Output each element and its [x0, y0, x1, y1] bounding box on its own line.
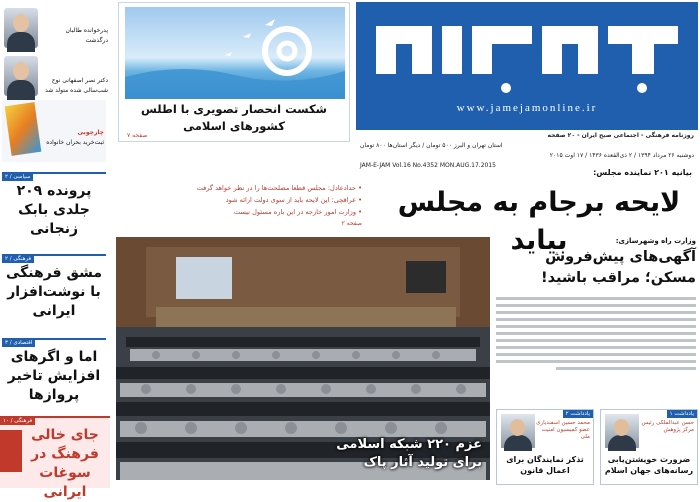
sidebar-story-2[interactable] [2, 254, 106, 334]
author-photo [501, 414, 535, 448]
at-sign-wave-icon [125, 7, 345, 99]
story-title: پرونده ۲۰۹ جلدی بابک زنجانی [16, 183, 92, 237]
story-title: مشق فرهنگی با نوشت‌افزار ایرانی [5, 265, 102, 319]
bookmark-icon [0, 430, 22, 472]
story-tag: اقتصادی / ۳ [2, 339, 35, 347]
sidebar-story-3[interactable] [2, 338, 106, 412]
story-body-text [496, 293, 696, 369]
person-note: شب‌سالی شده متولد شد [45, 87, 108, 94]
person-name: دکتر نصر اصفهانی نوح [51, 77, 108, 84]
bullet-item: • حدادعادل: مجلس قطعا مصلحت‌ها را در نظر خواهد گرفت [196, 184, 362, 192]
headline-kicker: بیانیه ۲۰۱ نماینده مجلس: [593, 168, 692, 177]
opinion-card-2[interactable] [496, 409, 594, 485]
story-title: جای خالی فرهنگ در سوغات ایرانی [31, 427, 99, 500]
opinion-card-1[interactable] [600, 409, 698, 485]
bullet-item: • عراقچی: این لایحه باید از سوی دولت ارائه شود [225, 196, 362, 204]
author-name: محمد حسین اسفندیاری عضو کمیسیون امنیت ملی [536, 420, 590, 440]
headline-bullets [112, 182, 362, 230]
card-title: ضرورت خویشتن‌یابی رسانه‌های جهان اسلام [604, 455, 694, 475]
card-tag: یادداشت ۱ [667, 410, 697, 418]
author-photo [605, 414, 639, 448]
sidebar-family-box[interactable] [2, 100, 106, 162]
issue-line: JAM-E-JAM Vol.16 No.4352 MON.AUG.17.2015 [360, 162, 496, 169]
avatar [4, 8, 38, 48]
bullets-page: صفحه ۲ [341, 220, 362, 227]
person-name: پدرخوانده طالبان [65, 27, 108, 34]
masthead-info [356, 131, 698, 171]
family-tag: چارچوبی [77, 129, 104, 136]
photo-caption: عزم ۲۲۰ شبکه اسلامی برای تولید آثار پاک [336, 437, 482, 470]
story-title[interactable]: آگهی‌های پیش‌فروش مسکن؛ مراقب باشید! [541, 249, 696, 286]
promo-image [125, 7, 345, 99]
story-title: اما و اگرهای افزایش تاخیر پروازها [7, 349, 101, 403]
left-sidebar [0, 0, 110, 500]
date-line: دوشنبه ۲۶ مرداد ۱۳۹۴ / ۲ ذی‌القعده ۱۴۳۶ / ۱۷ اوت ۲۰۱۵ [549, 152, 694, 159]
jamejam-logo-icon [366, 16, 688, 96]
bullet-item: • وزارت امور خارجه در این باره مسئول نیست [233, 208, 362, 216]
paper-description: روزنامه فرهنگی - اجتماعی صبح ایران - ۲۰ صفحه [547, 132, 694, 139]
promo-page: صفحه ۷ [127, 132, 148, 139]
main-photo[interactable] [116, 237, 490, 480]
right-column [494, 237, 698, 487]
card-title: تذکر نمایندگان برای اعمال قانون [506, 455, 584, 475]
sidebar-person-2[interactable] [0, 54, 110, 98]
author-name: حسن عبدالملکی رئیس مرکز پژوهش [641, 420, 694, 433]
story-tag: سیاسی / ۲ [2, 173, 33, 181]
avatar [4, 56, 38, 96]
family-label: ثبت‌خرید بحران خانواده [46, 139, 104, 146]
story-tag: فرهنگی / ۱۰ [0, 417, 35, 425]
promo-box[interactable] [118, 2, 350, 142]
opinion-cards [494, 409, 698, 485]
sidebar-story-1[interactable] [2, 172, 106, 246]
story-tag: فرهنگی / ۲ [2, 255, 34, 263]
main-headline: لایحه برجام به مجلس بیاید [397, 187, 681, 256]
story-kicker: وزارت راه وشهرسازی: [615, 237, 696, 245]
book-icon [5, 102, 42, 156]
price-line: استان تهران و البرز ۵۰۰ تومان / دیگر استان‌ها ۸۰۰ تومان [360, 142, 503, 149]
site-url[interactable]: www.jamejamonline.ir [456, 102, 598, 114]
sidebar-person-1[interactable] [0, 6, 110, 50]
card-tag: یادداشت ۲ [563, 410, 593, 418]
person-note: درگذشت [85, 37, 108, 44]
masthead [356, 2, 698, 130]
promo-title: شکست انحصار تصویری با اطلس کشورهای اسلامی [141, 102, 327, 133]
